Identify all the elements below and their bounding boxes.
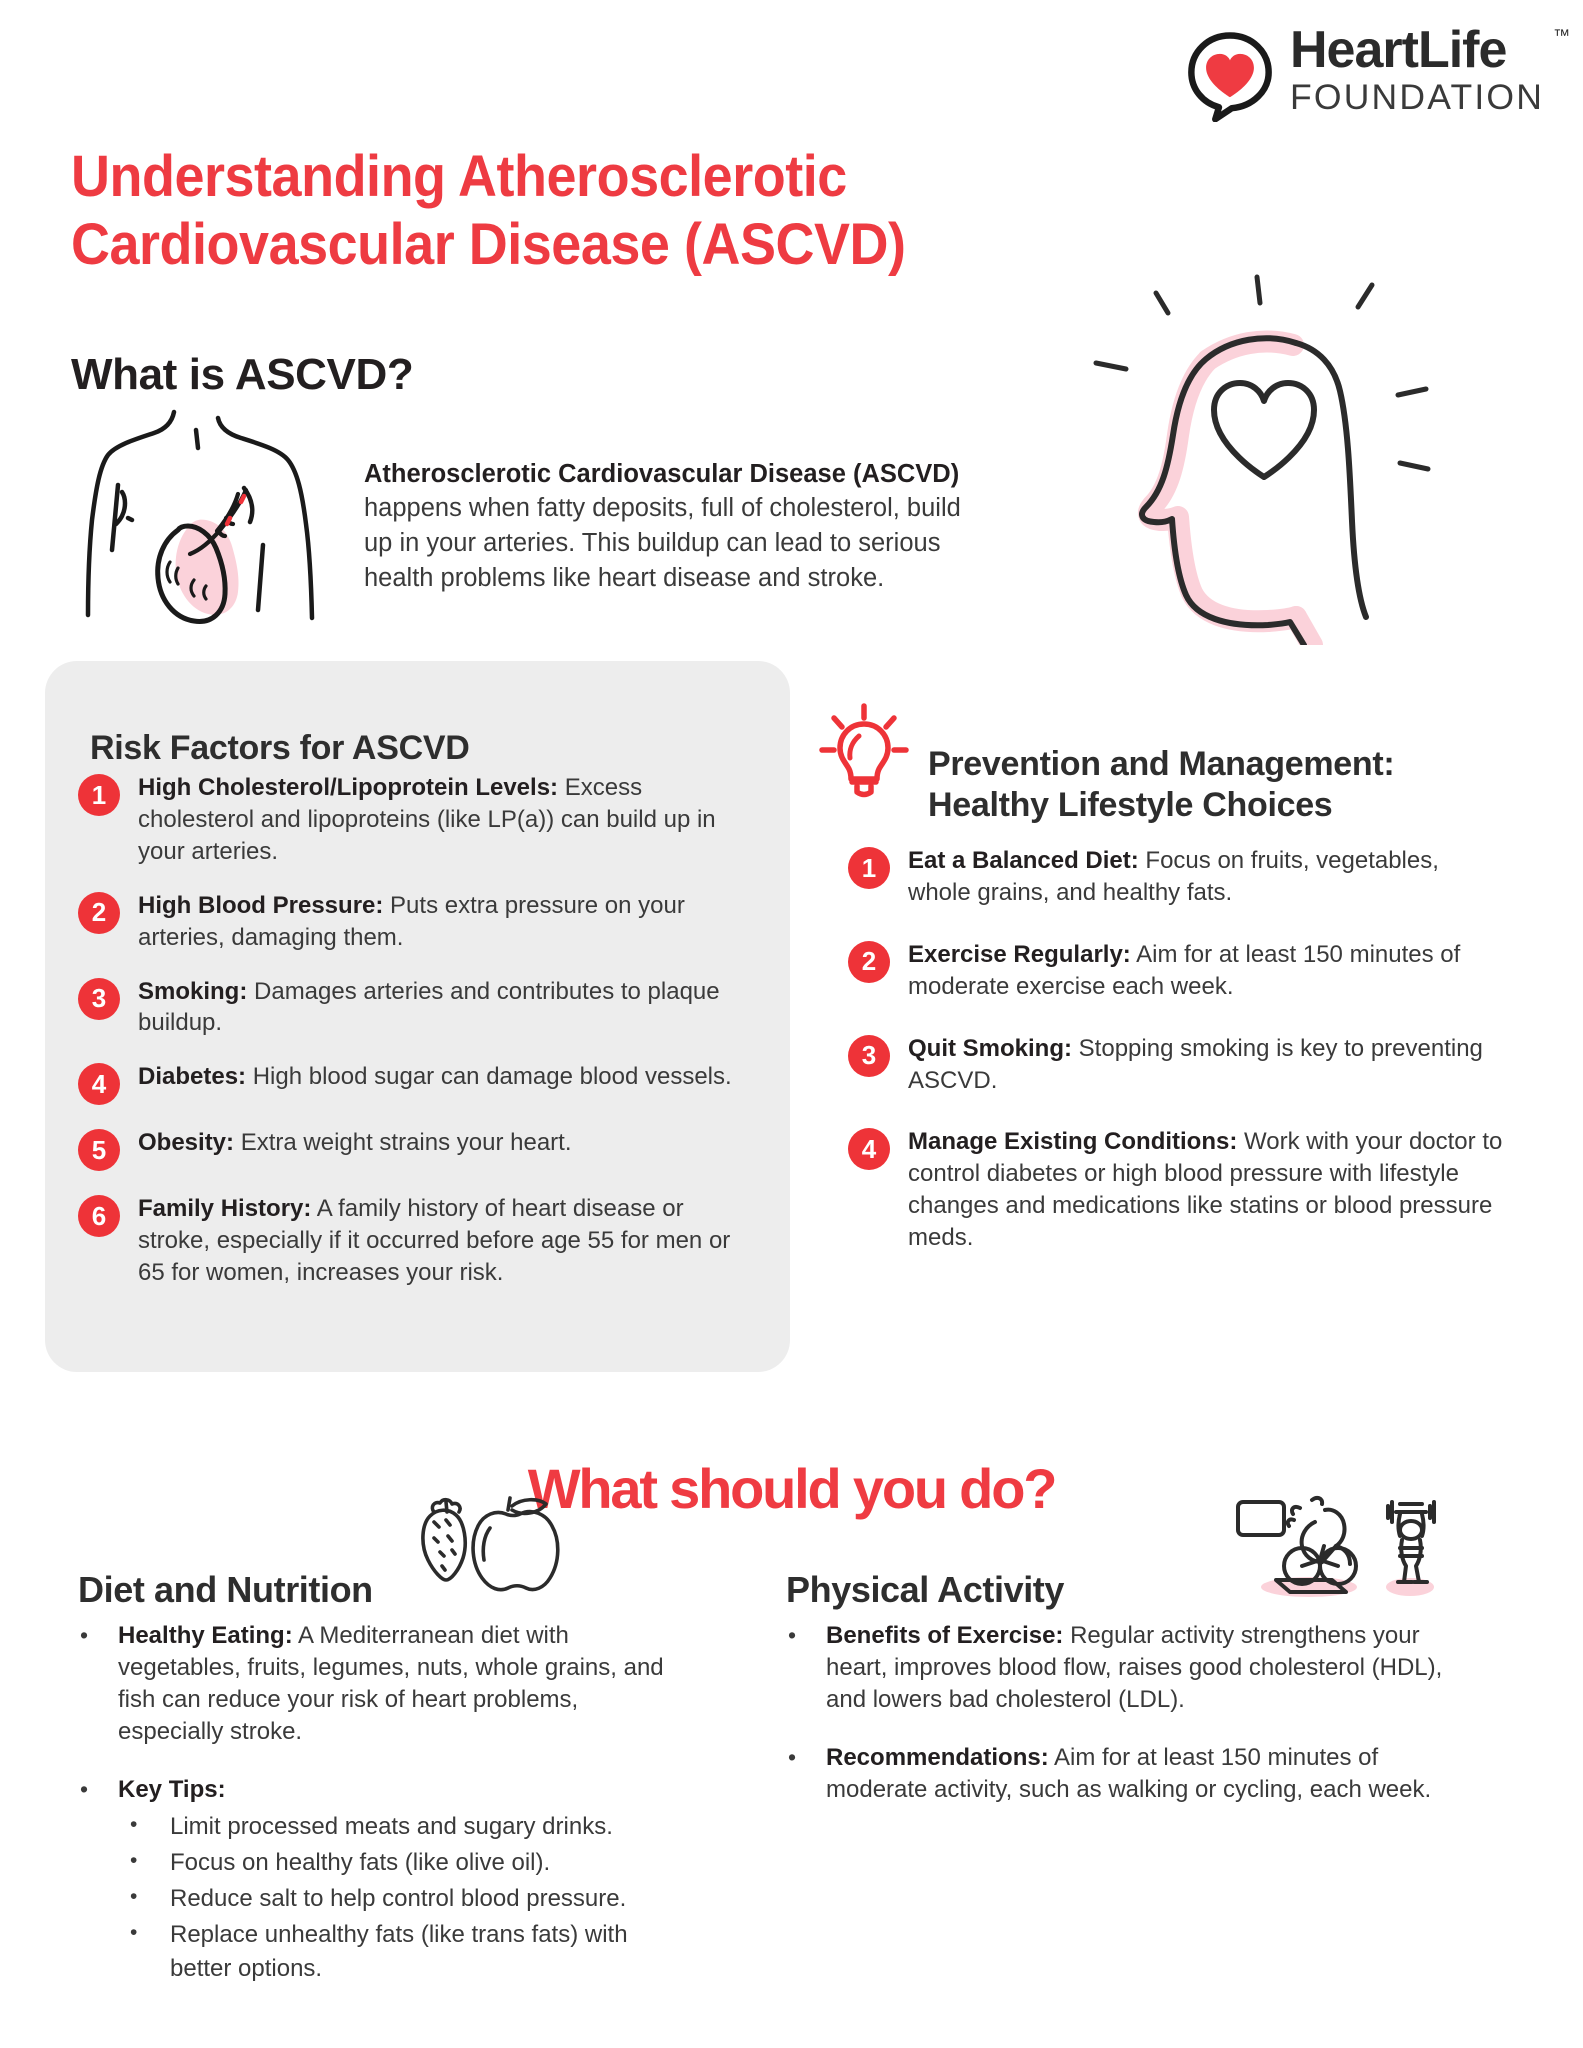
- cyclist-weightlifter-icon: [1232, 1492, 1457, 1602]
- risk-factor-description: A family history of heart disease or stroke, especially if it occurred before age 55 for men or 65 for women, increases your risk.: [138, 1195, 731, 1287]
- diet-sub-bullet-text: Reduce salt to help control blood pressure.: [170, 1884, 627, 1912]
- risk-factor-description: High blood sugar can damage blood vessels.: [246, 1063, 732, 1091]
- diet-bullet-text: [118, 1620, 678, 1748]
- risk-factor-item: [78, 890, 758, 954]
- prevention-description: Stopping smoking is key to preventing ASCVD.: [908, 1034, 1483, 1094]
- prevention-heading-line2: Healthy Lifestyle Choices: [928, 785, 1333, 824]
- prevention-text: [908, 1033, 1508, 1097]
- prevention-item: [848, 1126, 1528, 1254]
- risk-factor-badge: 4: [78, 1063, 120, 1105]
- risk-factor-label: Diabetes:: [138, 1063, 247, 1091]
- risk-factor-item: [78, 976, 758, 1040]
- risk-factor-item: [78, 1127, 758, 1171]
- diet-sub-bullet-text: Limit processed meats and sugary drinks.: [170, 1812, 613, 1840]
- prevention-item: [848, 939, 1528, 1003]
- risk-factors-list: [78, 772, 758, 1311]
- diet-bullet-text: [118, 1774, 678, 1988]
- bullet-dot-icon: •: [788, 1743, 797, 1770]
- prevention-description: Aim for at least 150 minutes of moderate exercise each week.: [908, 940, 1461, 1000]
- prevention-heading-line1: Prevention and Management:: [928, 745, 1395, 783]
- risk-factor-label: High Cholesterol/Lipoprotein Levels:: [138, 774, 559, 801]
- risk-factor-badge: 5: [78, 1129, 120, 1171]
- risk-factor-label: Smoking:: [138, 977, 248, 1005]
- prevention-badge: 1: [848, 847, 890, 889]
- risk-factors-heading: Risk Factors for ASCVD: [90, 729, 470, 767]
- sub-bullet-dot-icon: •: [130, 1884, 138, 1908]
- activity-heading: Physical Activity: [786, 1569, 1065, 1610]
- activity-bullet: [780, 1742, 1480, 1806]
- activity-bullet-label: Benefits of Exercise:: [826, 1622, 1064, 1649]
- what-is-ascvd-body: [364, 457, 994, 597]
- what-is-body-rest: happens when fatty deposits, full of cholesterol, build up in your arteries. This buildup can lead to serious health problems like heart disease and stroke.: [364, 494, 961, 593]
- activity-bullet-description: Aim for at least 150 minutes of moderate activity, such as walking or cycling, each week.: [826, 1743, 1432, 1803]
- activity-bullet-text: [826, 1742, 1466, 1806]
- logo-subtitle: FOUNDATION: [1290, 77, 1545, 117]
- diet-sub-bullet: [118, 1810, 678, 1844]
- strawberry-apple-icon: [410, 1492, 565, 1602]
- risk-factor-item: [78, 1193, 758, 1289]
- prevention-badge: 4: [848, 1128, 890, 1170]
- risk-factor-text: [138, 976, 748, 1040]
- page-title: Understanding Atherosclerotic Cardiovascular Disease (ASCVD): [71, 143, 906, 277]
- diet-bullet-description: A Mediterranean diet with vegetables, fruits, legumes, nuts, whole grains, and fish can reduce your risk of heart problems, especially stroke.: [118, 1622, 664, 1745]
- bullet-dot-icon: •: [80, 1775, 89, 1802]
- logo-wordmark: [1290, 21, 1571, 117]
- sub-bullet-dot-icon: •: [130, 1812, 138, 1836]
- bullet-dot-icon: •: [80, 1622, 89, 1648]
- prevention-label: Manage Existing Conditions:: [908, 1128, 1238, 1156]
- trademark-symbol: ™: [1553, 26, 1571, 45]
- diet-sub-bullet-text: Replace unhealthy fats (like trans fats) with better options.: [170, 1920, 628, 1982]
- head-profile-heart-icon: [1068, 255, 1498, 645]
- sub-bullet-dot-icon: •: [130, 1848, 138, 1872]
- diet-bullet: [72, 1774, 712, 1988]
- heartlife-logo: [1184, 21, 1571, 122]
- activity-bullet-description: Regular activity strengthens your heart, improves blood flow, raises good cholesterol (HDL), and lowers bad cholesterol (LDL).: [826, 1622, 1443, 1713]
- risk-factor-description: Puts extra pressure on your arteries, damaging them.: [138, 891, 685, 951]
- prevention-heading: [928, 744, 1488, 826]
- risk-factor-badge: 2: [78, 892, 120, 934]
- prevention-list: [848, 845, 1528, 1284]
- speech-bubble-heart-icon: [1184, 30, 1276, 122]
- diet-sub-bullet: [118, 1882, 678, 1916]
- risk-factor-badge: 3: [78, 978, 120, 1020]
- risk-factor-text: [138, 772, 748, 868]
- what-is-body-bold: Atherosclerotic Cardiovascular Disease (ASCVD): [364, 459, 960, 488]
- activity-bullet-list: [780, 1620, 1480, 1832]
- diet-bullet-label: Healthy Eating:: [118, 1622, 293, 1649]
- prevention-label: Exercise Regularly:: [908, 940, 1131, 968]
- activity-bullet: [780, 1620, 1480, 1716]
- lightbulb-icon: [818, 700, 910, 798]
- risk-factor-description: Excess cholesterol and lipoproteins (like LP(a)) can build up in your arteries.: [138, 774, 716, 865]
- diet-heading: Diet and Nutrition: [78, 1569, 373, 1610]
- risk-factor-label: High Blood Pressure:: [138, 891, 384, 919]
- torso-artery-icon: [78, 400, 343, 630]
- risk-factor-text: [138, 1127, 748, 1171]
- risk-factor-item: [78, 772, 758, 868]
- sub-bullet-dot-icon: •: [130, 1920, 138, 1944]
- risk-factor-label: Obesity:: [138, 1129, 235, 1157]
- risk-factor-text: [138, 890, 748, 954]
- prevention-description: Focus on fruits, vegetables, whole grains, and healthy fats.: [908, 847, 1439, 906]
- what-is-ascvd-heading: What is ASCVD?: [71, 349, 414, 399]
- prevention-description: Work with your doctor to control diabetes or high blood pressure with lifestyle changes and medications like statins or blood pressure meds.: [908, 1128, 1503, 1252]
- risk-factor-description: Damages arteries and contributes to plaque buildup.: [138, 977, 720, 1037]
- prevention-label: Quit Smoking:: [908, 1034, 1072, 1062]
- prevention-text: [908, 1126, 1508, 1254]
- risk-factor-text: [138, 1193, 748, 1289]
- activity-bullet-label: Recommendations:: [826, 1743, 1049, 1771]
- diet-bullet-list: [72, 1620, 712, 2014]
- diet-sub-bullet-text: Focus on healthy fats (like olive oil).: [170, 1848, 551, 1876]
- bullet-dot-icon: •: [788, 1622, 797, 1648]
- risk-factor-text: [138, 1061, 748, 1105]
- activity-bullet-text: [826, 1620, 1466, 1716]
- prevention-badge: 3: [848, 1035, 890, 1077]
- risk-factor-description: Extra weight strains your heart.: [234, 1129, 572, 1157]
- risk-factor-label: Family History:: [138, 1195, 312, 1223]
- prevention-text: [908, 939, 1508, 1003]
- diet-bullet-label: Key Tips:: [118, 1775, 226, 1803]
- diet-bullet: [72, 1620, 712, 1748]
- prevention-item: [848, 845, 1528, 909]
- prevention-text: [908, 845, 1508, 909]
- call-to-action-heading: What should you do?: [527, 1457, 1056, 1521]
- risk-factor-badge: 6: [78, 1195, 120, 1237]
- diet-sub-bullet: [118, 1846, 678, 1880]
- prevention-label: Eat a Balanced Diet:: [908, 847, 1139, 874]
- prevention-badge: 2: [848, 941, 890, 983]
- diet-sub-bullet: [118, 1918, 678, 1986]
- risk-factor-badge: 1: [78, 774, 120, 816]
- diet-sub-list: [118, 1810, 678, 1986]
- risk-factor-item: [78, 1061, 758, 1105]
- logo-name: HeartLife: [1290, 21, 1507, 79]
- prevention-item: [848, 1033, 1528, 1097]
